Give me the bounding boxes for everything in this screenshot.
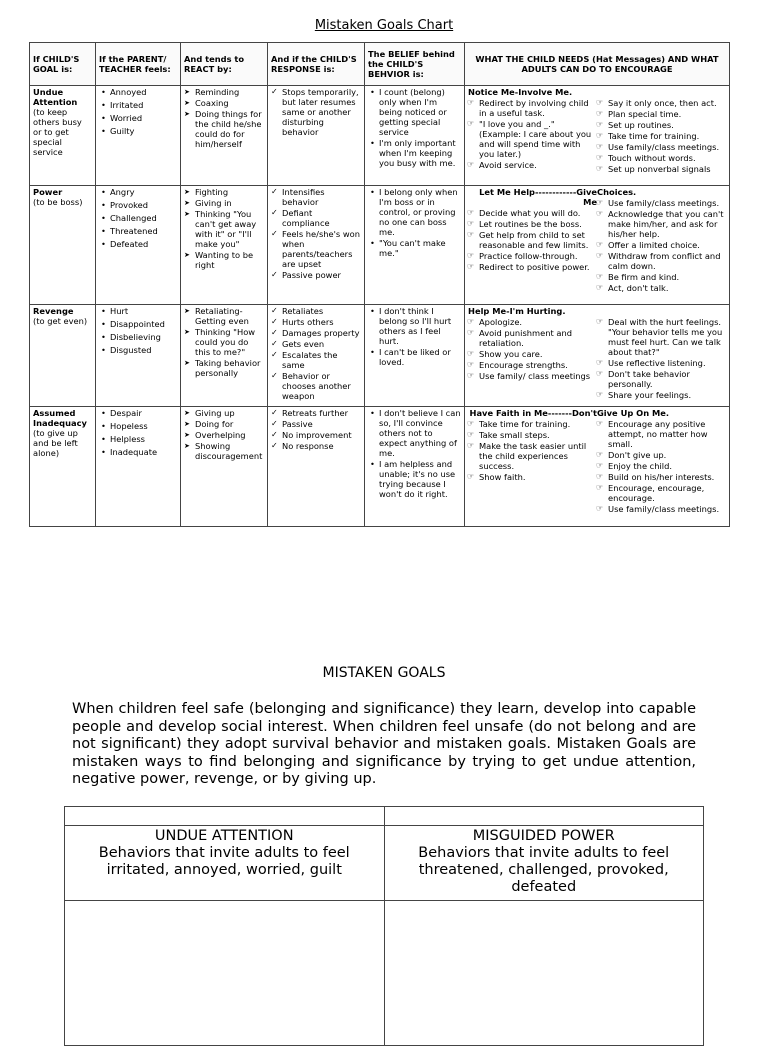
list-item: • Defeated <box>99 239 177 249</box>
list-item: • I count (belong) only when I'm being noticed or getting special service <box>368 87 461 137</box>
needs-cell <box>465 407 730 527</box>
list-item: ☞ Encourage, encourage, encourage. <box>597 483 726 503</box>
header-react: And tends to REACT by: <box>181 43 268 86</box>
undue-attention-title: UNDUE ATTENTION <box>154 828 294 844</box>
feels-cell <box>96 86 181 186</box>
response-cell <box>268 305 365 407</box>
react-list <box>184 187 264 270</box>
react-cell <box>181 305 268 407</box>
misguided-power-desc: Behaviors that invite adults to feel threatened, challenged, provoked, defeated <box>418 845 670 895</box>
list-item: ➤ Retaliating-Getting even <box>184 306 264 326</box>
list-item: ☞ Don't take behavior personally. <box>597 369 726 389</box>
list-item: • Provoked <box>99 200 177 210</box>
list-item: • I'm only important when I'm keeping you busy with me. <box>368 138 461 168</box>
goal-cell <box>30 86 96 186</box>
list-item: ✓ No response <box>271 441 361 451</box>
list-item: ☞ Act, don't talk. <box>597 283 726 293</box>
response-list <box>271 87 361 137</box>
response-list <box>271 408 361 451</box>
needs-left-list <box>468 419 597 482</box>
react-cell <box>181 86 268 186</box>
table-row <box>30 305 730 407</box>
list-item: ☞ Be firm and kind. <box>597 272 726 282</box>
needs-columns <box>468 306 726 401</box>
list-item: ➤ Fighting <box>184 187 264 197</box>
list-item: • Hopeless <box>99 421 177 431</box>
list-item: ☞ Practice follow-through. <box>468 251 597 261</box>
needs-right-column <box>597 87 726 175</box>
needs-columns <box>468 408 726 515</box>
list-item: • Threatened <box>99 226 177 236</box>
goal-cell <box>30 305 96 407</box>
list-item: ☞ Build on his/her interests. <box>597 472 726 482</box>
list-item: • Challenged <box>99 213 177 223</box>
list-item: ☞ Redirect by involving child in a useful task. <box>468 98 597 118</box>
response-cell <box>268 407 365 527</box>
list-item: ✓ Behavior or chooses another weapon <box>271 371 361 401</box>
list-item: • I can't be liked or loved. <box>368 347 461 367</box>
list-item: ➤ Coaxing <box>184 98 264 108</box>
needs-right-column <box>597 306 726 401</box>
list-item: ✓ Passive <box>271 419 361 429</box>
feels-cell <box>96 186 181 305</box>
misguided-power-title: MISGUIDED POWER <box>472 828 615 844</box>
goal-desc: (to be boss) <box>33 197 83 207</box>
needs-cell <box>465 86 730 186</box>
header-needs: WHAT THE CHILD NEEDS (Hat Messages) AND WHAT ADULTS CAN DO TO ENCOURAGE <box>465 43 730 86</box>
table-cell <box>384 807 704 826</box>
list-item: ☞ Set up nonverbal signals <box>597 164 726 174</box>
list-item: ☞ Redirect to positive power. <box>468 262 597 272</box>
behavior-table <box>64 806 704 1046</box>
needs-left-list <box>468 317 597 381</box>
feels-list <box>99 87 177 136</box>
react-list <box>184 306 264 378</box>
belief-list <box>368 408 461 499</box>
list-item: ☞ Take time for training. <box>597 131 726 141</box>
list-item: ☞ Touch without words. <box>597 153 726 163</box>
intro-paragraph: When children feel safe (belonging and significance) they learn, develop into capable people and develop social interest. When children feel unsafe (do not belong and are not significant) they adopt survival behavior and mistaken goals. Mistaken Goals are mistaken ways to find belonging and significance by trying to get undue attention, negative power, revenge, or by giving up. <box>72 701 696 787</box>
needs-heading: Help Me-I'm Hurting. <box>468 306 566 316</box>
list-item: ➤ Thinking "You can't get away with it" or "I'll make you" <box>184 209 264 249</box>
undue-attention-cell <box>65 826 385 901</box>
list-item: ☞ Withdraw from conflict and calm down. <box>597 251 726 271</box>
list-item: • Inadequate <box>99 447 177 457</box>
needs-left-list <box>468 98 597 170</box>
response-list <box>271 187 361 280</box>
list-item: ☞ Set up routines. <box>597 120 726 130</box>
list-item: ✓ No improvement <box>271 430 361 440</box>
list-item: ➤ Giving up <box>184 408 264 418</box>
needs-right-list <box>597 198 726 293</box>
needs-right-heading: Give Up On Me. <box>597 408 670 418</box>
header-goal: If CHILD'S GOAL is: <box>30 43 96 86</box>
goal-name: Assumed Inadequacy <box>33 408 87 428</box>
needs-right-list <box>597 98 726 174</box>
feels-list <box>99 187 177 249</box>
list-item: ☞ Don't give up. <box>597 450 726 460</box>
list-item: • I am helpless and unable; it's no use trying because I won't do it right. <box>368 459 461 499</box>
belief-cell <box>365 86 465 186</box>
undue-attention-desc: Behaviors that invite adults to feel irritated, annoyed, worried, guilt <box>98 845 350 878</box>
needs-heading: Notice Me-Involve Me. <box>468 87 573 97</box>
list-item: ☞ Use family/ class meetings <box>468 371 597 381</box>
list-item: ☞ Acknowledge that you can't make him/her, and ask for his/her help. <box>597 209 726 239</box>
list-item: ✓ Hurts others <box>271 317 361 327</box>
list-item: • Despair <box>99 408 177 418</box>
list-item: ☞ Let routines be the boss. <box>468 219 597 229</box>
list-item: ✓ Damages property <box>271 328 361 338</box>
header-feels: If the PARENT/ TEACHER feels: <box>96 43 181 86</box>
list-item: • Disgusted <box>99 345 177 355</box>
goal-name: Power <box>33 187 63 197</box>
list-item: ➤ Wanting to be right <box>184 250 264 270</box>
list-item: ☞ Deal with the hurt feelings. "Your behavior tells me you must feel hurt. Can we talk about that?" <box>597 317 726 357</box>
list-item: • "You can't make me." <box>368 238 461 258</box>
misguided-power-cell <box>384 826 704 901</box>
needs-left-list <box>468 208 597 272</box>
list-item: ☞ Enjoy the child. <box>597 461 726 471</box>
list-item: ☞ Avoid punishment and retaliation. <box>468 328 597 348</box>
list-item: ☞ Encourage strengths. <box>468 360 597 370</box>
belief-list <box>368 87 461 168</box>
list-item: ✓ Gets even <box>271 339 361 349</box>
list-item: ✓ Defiant compliance <box>271 208 361 228</box>
list-item: ➤ Taking behavior personally <box>184 358 264 378</box>
page-title: Mistaken Goals Chart <box>314 18 454 33</box>
goal-desc: (to give up and be left alone) <box>33 428 78 458</box>
list-item: ☞ Take time for training. <box>468 419 597 429</box>
mistaken-goals-chart <box>29 42 730 527</box>
belief-cell <box>365 305 465 407</box>
list-item: ✓ Escalates the same <box>271 350 361 370</box>
header-response: And if the CHILD'S RESPONSE is: <box>268 43 365 86</box>
needs-left-column <box>468 87 597 175</box>
needs-right-column <box>597 408 726 515</box>
goal-cell <box>30 407 96 527</box>
list-item: ☞ Use family/class meetings. <box>597 142 726 152</box>
table-cell <box>65 807 385 826</box>
list-item: • I don't think I belong so I'll hurt others as I feel hurt. <box>368 306 461 346</box>
react-list <box>184 408 264 461</box>
list-item: • Annoyed <box>99 87 177 97</box>
belief-list <box>368 306 461 367</box>
feels-list <box>99 408 177 457</box>
needs-columns <box>468 187 726 294</box>
list-item: • Angry <box>99 187 177 197</box>
response-cell <box>268 86 365 186</box>
list-item: • I belong only when I'm boss or in control, or proving no one can boss me. <box>368 187 461 237</box>
list-item: ➤ Overhelping <box>184 430 264 440</box>
list-item: ☞ Plan special time. <box>597 109 726 119</box>
needs-right-heading: Choices. <box>597 187 637 197</box>
list-item: ☞ Avoid service. <box>468 160 597 170</box>
goal-desc: (to get even) <box>33 316 88 326</box>
list-item: • Worried <box>99 113 177 123</box>
needs-right-spacer <box>597 87 726 97</box>
list-item: ➤ Giving in <box>184 198 264 208</box>
list-item: ✓ Stops temporarily, but later resumes same or another disturbing behavior <box>271 87 361 137</box>
list-item: ➤ Reminding <box>184 87 264 97</box>
list-item: ✓ Passive power <box>271 270 361 280</box>
needs-right-list <box>597 317 726 400</box>
table-row <box>30 86 730 186</box>
list-item: ☞ Use reflective listening. <box>597 358 726 368</box>
list-item: ☞ Use family/class meetings. <box>597 198 726 208</box>
list-item: ✓ Retaliates <box>271 306 361 316</box>
list-item: • Guilty <box>99 126 177 136</box>
header-belief: The BELIEF behind the CHILD'S BEHVIOR is: <box>365 43 465 86</box>
list-item: ☞ Show faith. <box>468 472 597 482</box>
belief-cell <box>365 186 465 305</box>
list-item: • Hurt <box>99 306 177 316</box>
list-item: • Helpless <box>99 434 177 444</box>
list-item: ☞ Use family/class meetings. <box>597 504 726 514</box>
table-row <box>65 807 704 826</box>
list-item: ☞ Make the task easier until the child experiences success. <box>468 441 597 471</box>
needs-cell <box>465 305 730 407</box>
list-item: ✓ Intensifies behavior <box>271 187 361 207</box>
needs-left-column <box>468 187 597 294</box>
list-item: • Disbelieving <box>99 332 177 342</box>
needs-right-list <box>597 419 726 514</box>
needs-right-column <box>597 187 726 294</box>
needs-right-spacer <box>597 306 726 316</box>
goal-desc: (to keep others busy or to get special service <box>33 107 82 157</box>
list-item: ➤ Thinking "How could you do this to me?" <box>184 327 264 357</box>
feels-list <box>99 306 177 355</box>
list-item: ☞ Encourage any positive attempt, no matter how small. <box>597 419 726 449</box>
list-item: ☞ Take small steps. <box>468 430 597 440</box>
list-item: ☞ Say it only once, then act. <box>597 98 726 108</box>
response-list <box>271 306 361 401</box>
needs-left-column <box>468 408 597 515</box>
table-row <box>30 186 730 305</box>
goal-name: Undue Attention <box>33 87 78 107</box>
react-cell <box>181 407 268 527</box>
needs-left-column <box>468 306 597 401</box>
needs-columns <box>468 87 726 175</box>
list-item: • I don't believe I can so, I'll convince others not to expect anything of me. <box>368 408 461 458</box>
table-row <box>30 407 730 527</box>
list-item: ☞ Share your feelings. <box>597 390 726 400</box>
feels-cell <box>96 305 181 407</box>
list-item: ➤ Doing for <box>184 419 264 429</box>
list-item: ☞ Apologize. <box>468 317 597 327</box>
belief-list <box>368 187 461 258</box>
list-item: ☞ Decide what you will do. <box>468 208 597 218</box>
table-row <box>65 826 704 901</box>
react-list <box>184 87 264 149</box>
belief-cell <box>365 407 465 527</box>
needs-cell <box>465 186 730 305</box>
goal-cell <box>30 186 96 305</box>
list-item: ➤ Doing things for the child he/she could do for him/herself <box>184 109 264 149</box>
needs-heading: Let Me Help------------Give Me <box>479 187 597 207</box>
list-item: ☞ "I love you and _." (Example: I care about you and will spend time with you later.) <box>468 119 597 159</box>
list-item: ➤ Showing discouragement <box>184 441 264 461</box>
react-cell <box>181 186 268 305</box>
list-item: ☞ Offer a limited choice. <box>597 240 726 250</box>
goal-name: Revenge <box>33 306 74 316</box>
chart-header-row <box>30 43 730 86</box>
section-title: MISTAKEN GOALS <box>322 665 446 681</box>
needs-heading: Have Faith in Me-------Don't <box>469 408 597 418</box>
list-item: • Irritated <box>99 100 177 110</box>
feels-cell <box>96 407 181 527</box>
list-item: • Disappointed <box>99 319 177 329</box>
list-item: ☞ Get help from child to set reasonable and few limits. <box>468 230 597 250</box>
list-item: ✓ Retreats further <box>271 408 361 418</box>
response-cell <box>268 186 365 305</box>
list-item: ☞ Show you care. <box>468 349 597 359</box>
list-item: ✓ Feels he/she's won when parents/teachers are upset <box>271 229 361 269</box>
